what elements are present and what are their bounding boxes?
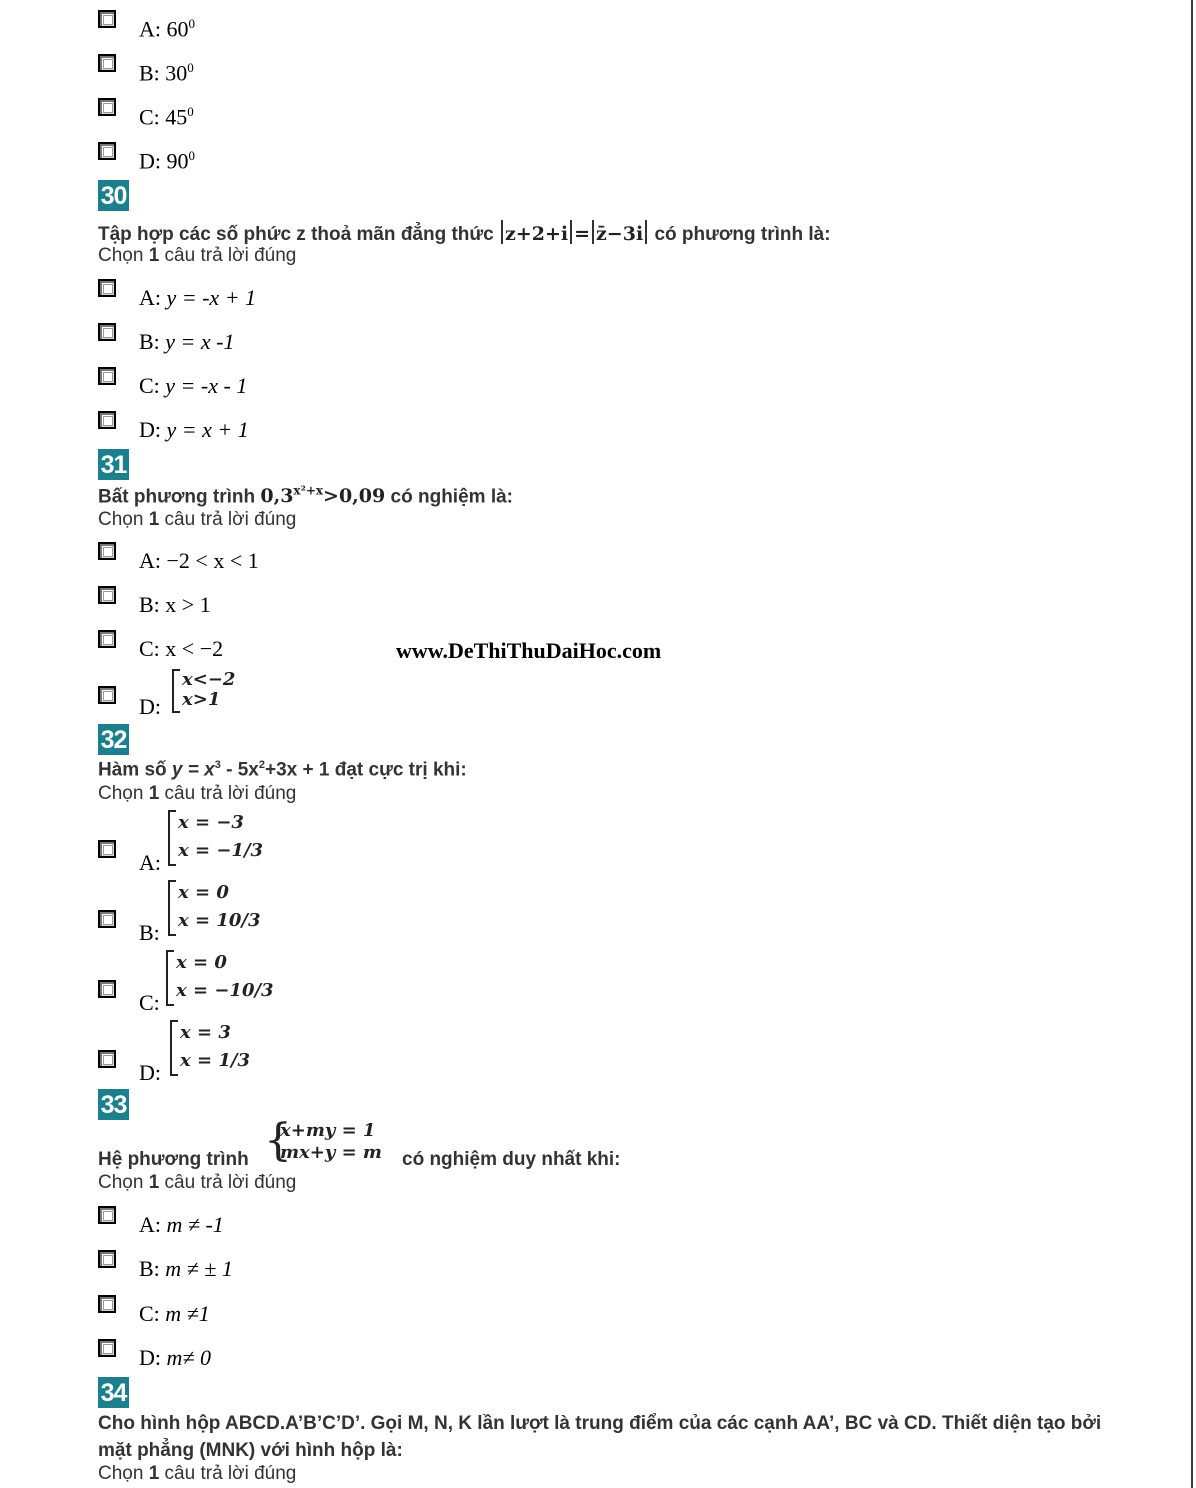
q33-option-c[interactable] (98, 1295, 798, 1335)
radio-checkbox[interactable] (98, 323, 116, 341)
formula: $0,3^{x^2+x}>0,09$ (260, 484, 386, 508)
option-text: B: y = x -1 (139, 329, 235, 354)
q33-option-b[interactable] (98, 1250, 798, 1290)
question-text-cont: có nghiệm duy nhất khi: (402, 1149, 621, 1170)
option-text: A: y = -x + 1 (139, 285, 257, 310)
q29-option-c[interactable] (98, 98, 798, 138)
radio-checkbox[interactable] (98, 54, 116, 72)
question-number: 32 (98, 724, 129, 755)
question-text: Hệ phương trình (98, 1149, 249, 1170)
q32-a-system: x = −3 x = −1/3 (168, 810, 258, 866)
option-text: C: $45^0$ (139, 104, 194, 130)
radio-checkbox[interactable] (98, 686, 116, 704)
radio-checkbox[interactable] (98, 980, 116, 998)
option-letter: A: (139, 850, 161, 875)
radio-checkbox[interactable] (98, 98, 116, 116)
option-text: A: −2 < x < 1 (139, 548, 259, 573)
q30-option-d[interactable] (98, 411, 798, 451)
question-number: 31 (98, 449, 129, 480)
q31-d-system: x<−2 x>1 (172, 669, 252, 713)
question-text: Hàm số $y = x^3 - 5x^2+3x + 1$ đạt cực trị khi: (98, 759, 467, 781)
radio-checkbox[interactable] (98, 10, 116, 28)
option-letter: C: (139, 990, 160, 1015)
option-text: B: x > 1 (139, 592, 211, 617)
q31-option-b[interactable] (98, 586, 798, 626)
option-text: D: $90^0$ (139, 148, 195, 174)
q33-system: x+my = 1 mx+y = m (280, 1120, 382, 1163)
q30-option-b[interactable] (98, 323, 798, 363)
option-text: D: m≠ 0 (139, 1345, 211, 1370)
instruction: Chọn 1 câu trả lời đúng (98, 1172, 297, 1193)
option-text: C: m ≠1 (139, 1301, 210, 1326)
q30-option-c[interactable] (98, 367, 798, 407)
option-text: B: $30^0$ (139, 60, 194, 86)
radio-checkbox[interactable] (98, 910, 116, 928)
q29-option-d[interactable] (98, 142, 798, 182)
radio-checkbox[interactable] (98, 1339, 116, 1357)
instruction: Chọn 1 câu trả lời đúng (98, 783, 297, 804)
option-letter: D: (139, 694, 161, 719)
page-right-border (1191, 0, 1193, 1488)
option-text: A: $60^0$ (139, 16, 195, 42)
system-brace: { (264, 1115, 292, 1166)
instruction: Chọn 1 câu trả lời đúng (98, 1463, 297, 1484)
q32-c-system: x = 0 x = −10/3 (166, 950, 266, 1006)
question-number: 30 (98, 180, 129, 211)
radio-checkbox[interactable] (98, 542, 116, 560)
radio-checkbox[interactable] (98, 1050, 116, 1068)
option-text: A: m ≠ -1 (139, 1212, 224, 1237)
radio-checkbox[interactable] (98, 279, 116, 297)
q33-option-d[interactable] (98, 1339, 798, 1379)
instruction: Chọn 1 câu trả lời đúng (98, 509, 297, 530)
q30-option-a[interactable] (98, 279, 798, 319)
radio-checkbox[interactable] (98, 840, 116, 858)
radio-checkbox[interactable] (98, 1295, 116, 1313)
radio-checkbox[interactable] (98, 367, 116, 385)
q29-option-a[interactable] (98, 10, 798, 50)
instruction: Chọn 1 câu trả lời đúng (98, 245, 297, 266)
option-letter: D: (139, 1060, 161, 1085)
question-text: Cho hình hộp ABCD.A’B’C’D’. Gọi M, N, K lần lượt là trung điểm của các cạnh AA’, BC và CD. Thiết diện tạo bởi mặt phẳng (MNK) với hình hộp là: (98, 1413, 1102, 1461)
radio-checkbox[interactable] (98, 411, 116, 429)
option-letter: B: (139, 920, 160, 945)
q29-option-b[interactable] (98, 54, 798, 94)
question-number: 34 (98, 1377, 129, 1408)
q33-option-a[interactable] (98, 1206, 798, 1246)
question-number: 33 (98, 1089, 129, 1120)
watermark-link[interactable]: www.DeThiThuDaiHoc.com (396, 638, 662, 663)
option-text: C: x < −2 (139, 636, 224, 661)
option-text: D: y = x + 1 (139, 417, 249, 442)
radio-checkbox[interactable] (98, 142, 116, 160)
question-text: Tập hợp các số phức z thoả mãn đẳng thức z+2+i = z̄−3i có phương trình là: (98, 220, 831, 246)
radio-checkbox[interactable] (98, 586, 116, 604)
question-text: Bất phương trình $0,3^{x^2+x}>0,09$ có nghiệm là: (98, 484, 513, 508)
formula: z+2+i = z̄−3i (499, 223, 649, 245)
option-text: C: y = -x - 1 (139, 373, 248, 398)
q31-option-a[interactable] (98, 542, 798, 582)
q32-b-system: x = 0 x = 10/3 (168, 880, 258, 936)
radio-checkbox[interactable] (98, 1250, 116, 1268)
radio-checkbox[interactable] (98, 630, 116, 648)
q32-d-system: x = 3 x = 1/3 (170, 1020, 260, 1076)
option-text: B: m ≠ ± 1 (139, 1256, 233, 1281)
radio-checkbox[interactable] (98, 1206, 116, 1224)
